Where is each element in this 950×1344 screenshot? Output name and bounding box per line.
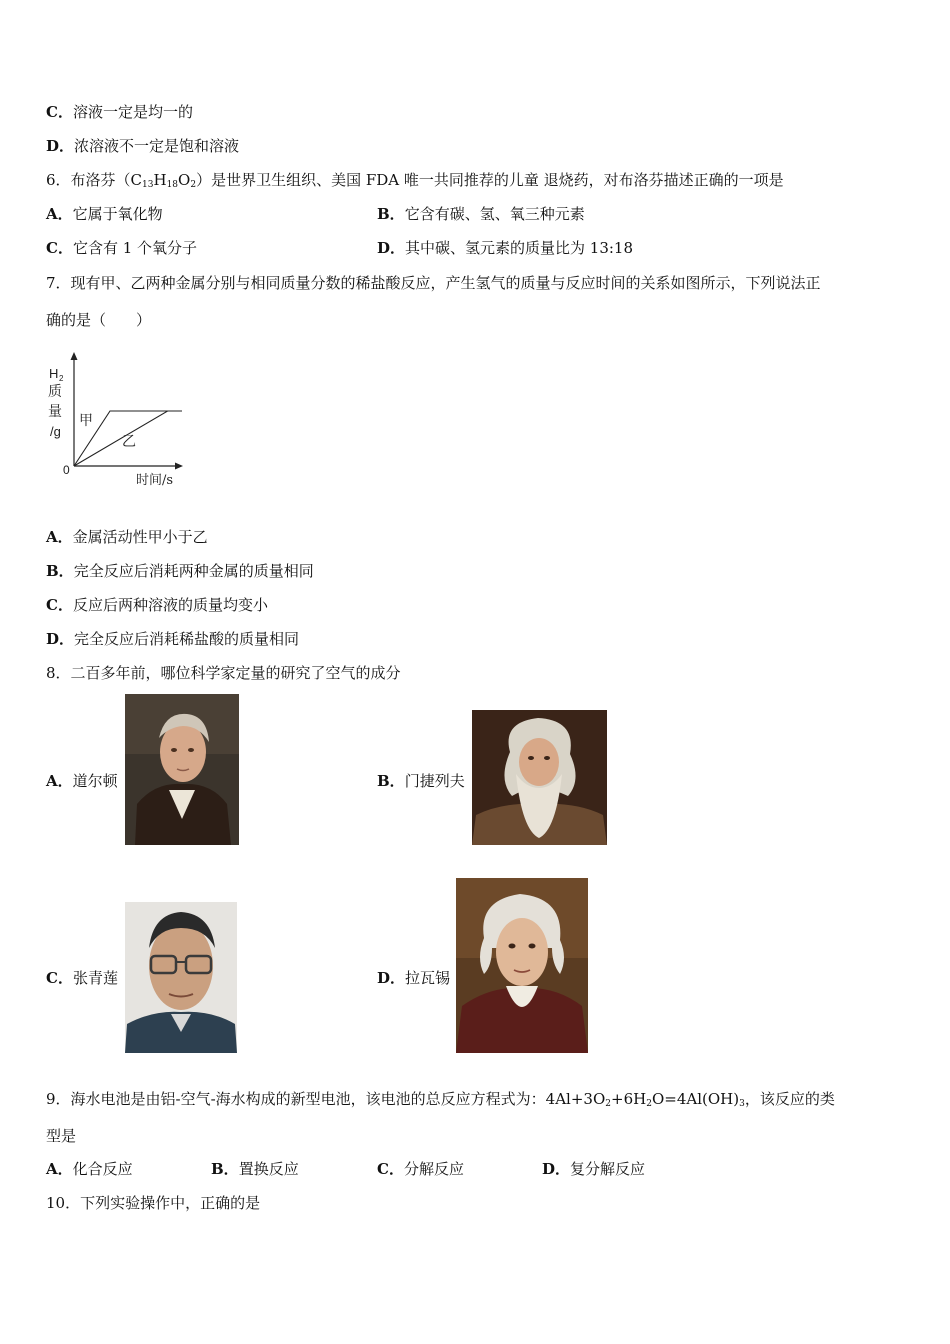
q5-option-d xyxy=(46,136,239,156)
y-label-sub: 2 xyxy=(59,374,64,383)
option-text: 它含有碳、氢、氧三种元素 xyxy=(404,205,585,223)
q5-option-c xyxy=(46,102,193,122)
option-text: 浓溶液不一定是饱和溶液 xyxy=(74,137,240,155)
q9-sub-2: 2 xyxy=(605,1099,612,1109)
option-key: A． xyxy=(46,528,73,546)
q7-option-c xyxy=(46,595,268,615)
option-text: 完全反应后消耗稀盐酸的质量相同 xyxy=(74,630,300,648)
option-key: A． xyxy=(46,1160,73,1178)
q6-stem xyxy=(46,170,784,195)
q9-stem-c: ，该反应的类 xyxy=(744,1090,835,1108)
q6-o: O xyxy=(178,171,191,189)
q6-option-c xyxy=(46,238,197,258)
portrait-lavoisier xyxy=(456,878,588,1053)
option-text: 溶液一定是均一的 xyxy=(72,103,193,121)
option-key: D． xyxy=(377,239,406,257)
y-label-1: 质 xyxy=(48,384,62,400)
q6-option-a xyxy=(46,204,163,224)
y-label-3: /g xyxy=(50,424,61,439)
option-key: C． xyxy=(46,239,73,257)
q7-stem-line1: 7．现有甲、乙两种金属分别与相同质量分数的稀盐酸反应，产生氢气的质量与反应时间的关系如图所示，下列说法正 xyxy=(46,274,821,292)
q6-option-d xyxy=(377,238,633,258)
q6-sub-18: 18 xyxy=(166,180,179,190)
q9-option-a xyxy=(46,1159,133,1179)
option-text: 复分解反应 xyxy=(570,1160,646,1178)
x-axis-arrow xyxy=(175,463,183,470)
y-label-2: 量 xyxy=(48,404,62,420)
option-key: D． xyxy=(377,969,406,987)
option-key: D． xyxy=(46,137,75,155)
option-text: 张青莲 xyxy=(72,969,118,987)
option-key: B． xyxy=(377,772,405,790)
q9-sub-3: 3 xyxy=(739,1099,745,1109)
option-text: 其中碳、氢元素的质量比为 13:18 xyxy=(405,239,634,257)
option-key: B． xyxy=(46,562,74,580)
option-key: D． xyxy=(542,1160,571,1178)
origin-label: 0 xyxy=(63,463,70,477)
option-key: B． xyxy=(377,205,405,223)
q7-option-b xyxy=(46,561,314,581)
option-key: C． xyxy=(46,969,73,987)
portrait-mendeleev xyxy=(472,710,607,845)
option-key: B． xyxy=(211,1160,239,1178)
option-text: 它属于氧化物 xyxy=(72,205,163,223)
q6-sub-2: 2 xyxy=(190,180,197,190)
q10-stem: 10．下列实验操作中，正确的是 xyxy=(46,1194,261,1212)
q9-option-c xyxy=(377,1159,464,1179)
x-label: 时间/s xyxy=(136,473,174,488)
q6-stem-b: ）是世界卫生组织、美国 FDA 唯一共同推荐的儿童 退烧药，对布洛芬描述正确的一项是 xyxy=(196,171,784,189)
option-text: 它含有 1 个氧分子 xyxy=(72,239,198,257)
q9-stem-line1 xyxy=(46,1089,835,1114)
q7-option-d xyxy=(46,629,299,649)
option-key: C． xyxy=(46,596,73,614)
option-text: 分解反应 xyxy=(403,1160,464,1178)
q8-option-a xyxy=(46,771,118,791)
option-text: 道尔顿 xyxy=(72,772,118,790)
q8-option-c xyxy=(46,968,118,988)
q7-chart xyxy=(44,350,194,490)
option-text: 置换反应 xyxy=(238,1160,299,1178)
q6-option-b xyxy=(377,204,585,224)
option-key: D． xyxy=(46,630,75,648)
option-text: 拉瓦锡 xyxy=(405,969,451,987)
portrait-dalton xyxy=(125,694,239,845)
option-text: 化合反应 xyxy=(72,1160,133,1178)
series-label-jia: 甲 xyxy=(79,413,93,429)
q8-stem: 8．二百多年前，哪位科学家定量的研究了空气的成分 xyxy=(46,664,401,682)
option-key: C． xyxy=(46,103,73,121)
option-key: C． xyxy=(377,1160,404,1178)
q9-stem-b: O=4Al(OH) xyxy=(651,1090,740,1108)
portrait-zhang-qinglian xyxy=(125,902,237,1053)
q9-stem-a: 9．海水电池是由铝-空气-海水构成的新型电池，该电池的总反应方程式为：4Al+3O xyxy=(46,1090,606,1108)
q9-stem-line2: 型是 xyxy=(46,1127,77,1145)
option-key: A． xyxy=(46,772,73,790)
y-label-h: H xyxy=(49,366,59,381)
q6-sub-13: 13 xyxy=(142,180,154,190)
y-axis-arrow xyxy=(71,352,78,360)
series-label-yi: 乙 xyxy=(122,434,136,450)
q6-h: H xyxy=(153,171,167,189)
q9-mid-sub: 2 xyxy=(646,1099,652,1109)
q8-option-b xyxy=(377,771,465,791)
q6-stem-a: 6．布洛芬（C xyxy=(46,171,143,189)
q7-stem-line2: 确的是（ ） xyxy=(46,311,152,329)
option-text: 完全反应后消耗两种金属的质量相同 xyxy=(73,562,314,580)
option-text: 门捷列夫 xyxy=(404,772,465,790)
q9-option-b xyxy=(211,1159,299,1179)
option-key: A． xyxy=(46,205,73,223)
option-text: 反应后两种溶液的质量均变小 xyxy=(72,596,268,614)
option-text: 金属活动性甲小于乙 xyxy=(72,528,208,546)
q7-option-a xyxy=(46,527,208,547)
q9-mid: +6H xyxy=(611,1090,647,1108)
q9-option-d xyxy=(542,1159,645,1179)
q8-option-d xyxy=(377,968,450,988)
